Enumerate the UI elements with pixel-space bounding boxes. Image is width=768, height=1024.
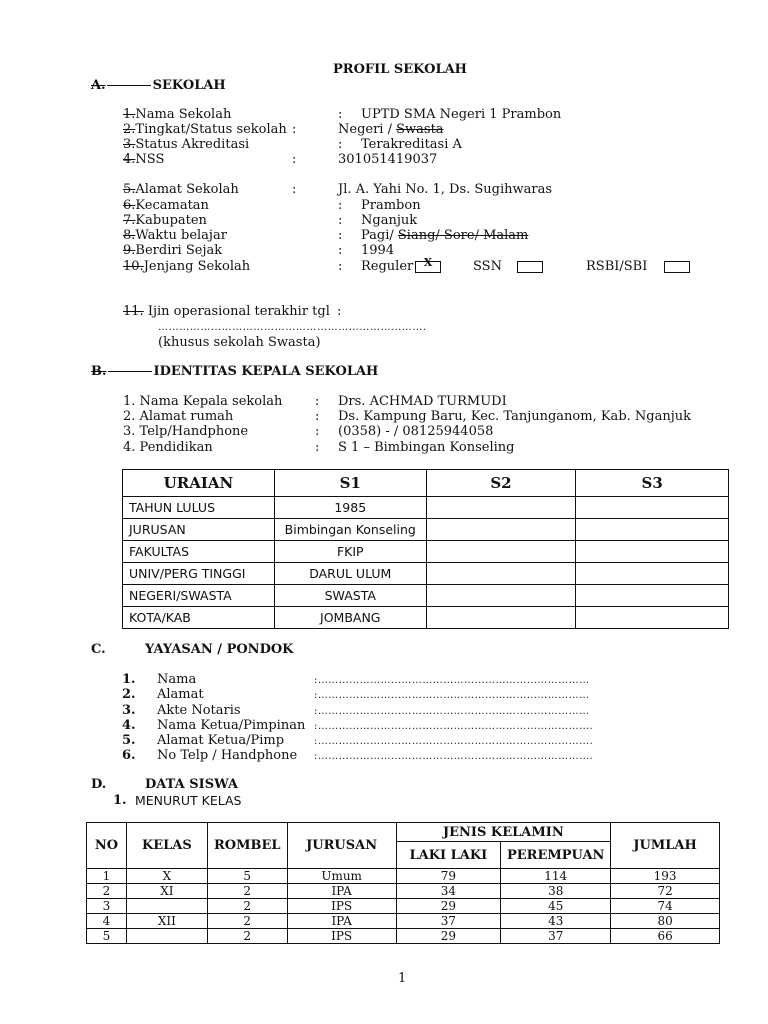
item-number: 8.	[123, 228, 136, 243]
colon: :	[338, 259, 343, 274]
table-row	[87, 884, 720, 899]
table-cell: FKIP	[274, 541, 426, 563]
table-cell: JOMBANG	[274, 607, 426, 629]
table-cell: 2	[207, 914, 287, 929]
colon: :	[292, 152, 297, 167]
table-cell: 72	[611, 884, 720, 899]
item-label: Alamat Ketua/Pimp	[157, 733, 285, 748]
table-cell: 4	[87, 914, 127, 929]
form-row-label: 2. Alamat rumah	[123, 409, 234, 424]
form-row-value	[361, 259, 413, 274]
form-row-value	[361, 213, 417, 228]
colon: :	[315, 440, 320, 455]
section-d-heading: DATA SISWA	[145, 777, 238, 792]
table-cell: 2	[207, 884, 287, 899]
col-jenis-kelamin: JENIS KELAMIN	[396, 823, 611, 842]
item-number: 2.	[122, 687, 136, 702]
form-row-label: 1. Nama Kepala sekolah	[123, 394, 283, 409]
table-cell: 38	[501, 884, 611, 899]
item-label: Kecamatan	[135, 198, 209, 213]
item-number: 1.	[122, 672, 136, 687]
value-text: UPTD SMA Negeri 1 Prambon	[361, 107, 562, 122]
section-letter: A.	[91, 78, 106, 93]
form-row-label	[123, 228, 227, 243]
colon: :	[292, 182, 297, 197]
col-perempuan: PEREMPUAN	[501, 842, 611, 869]
form-row-value	[361, 198, 421, 213]
colon: :	[338, 243, 343, 258]
form-row-label	[123, 107, 231, 122]
table-cell: 5	[87, 929, 127, 944]
table-cell	[426, 607, 576, 629]
item-number: 4.	[123, 152, 136, 167]
form-row-value: Drs. ACHMAD TURMUDI	[338, 394, 507, 409]
table-cell: 2	[207, 899, 287, 914]
table-cell	[426, 497, 576, 519]
table-cell: SWASTA	[274, 585, 426, 607]
value-text: Pagi/	[361, 228, 398, 243]
table-cell	[576, 563, 729, 585]
table-row	[87, 899, 720, 914]
sub-number: 1.	[113, 793, 127, 808]
colon: :	[337, 304, 342, 319]
item-label: Nama Ketua/Pimpinan	[157, 718, 306, 733]
table-cell: XII	[126, 914, 207, 929]
fill-dots: :……………………………………………………………………	[314, 675, 590, 686]
colon: :	[292, 122, 297, 137]
table-cell: 66	[611, 929, 720, 944]
colon: :	[338, 107, 343, 122]
form-row-value: S 1 – Bimbingan Konseling	[338, 440, 515, 455]
item-label: Status Akreditasi	[135, 137, 250, 152]
colon: :	[315, 409, 320, 424]
value-text: Prambon	[361, 198, 421, 213]
item-label: No Telp / Handphone	[157, 748, 298, 763]
colon: :	[338, 228, 343, 243]
table-cell	[426, 519, 576, 541]
edu-header: S3	[576, 470, 729, 497]
colon: :	[315, 424, 320, 439]
table-cell: Bimbingan Konseling	[274, 519, 426, 541]
table-row	[87, 869, 720, 884]
table-cell: 1	[87, 869, 127, 884]
ijin-label	[123, 304, 330, 319]
table-cell: 74	[611, 899, 720, 914]
form-row-label	[123, 213, 207, 228]
section-d-letter: D.	[91, 777, 107, 792]
table-cell: TAHUN LULUS	[123, 497, 275, 519]
col-jumlah: JUMLAH	[611, 823, 720, 869]
fill-dots: :…………………………………………………………………….	[314, 721, 594, 732]
value-text: Negeri /	[338, 122, 397, 137]
form-row-label: 3. Telp/Handphone	[123, 424, 249, 439]
table-cell: 3	[87, 899, 127, 914]
colon: :	[315, 394, 320, 409]
item-number: 10.	[123, 259, 144, 274]
section-title: IDENTITAS KEPALA SEKOLAH	[153, 364, 379, 379]
col-jurusan: JURUSAN	[287, 823, 396, 869]
table-cell: IPS	[287, 899, 396, 914]
table-cell	[426, 585, 576, 607]
item-number: 4.	[122, 718, 136, 733]
item-number: 5.	[123, 182, 136, 197]
table-cell: 114	[501, 869, 611, 884]
table-cell	[576, 585, 729, 607]
table-cell	[576, 497, 729, 519]
table-cell	[426, 563, 576, 585]
reguler-checkbox[interactable]	[415, 255, 441, 274]
value-struck: Siang/ Sore/ Malam	[397, 228, 529, 243]
form-row-label	[123, 259, 250, 274]
student-table	[86, 822, 720, 944]
table-cell: FAKULTAS	[123, 541, 275, 563]
section-c-heading: YAYASAN / PONDOK	[145, 642, 294, 657]
col-laki: LAKI LAKI	[396, 842, 501, 869]
section-b-heading	[91, 364, 378, 379]
table-cell: IPA	[287, 884, 396, 899]
item-number: 7.	[123, 213, 136, 228]
form-row-label	[123, 243, 222, 258]
table-cell	[126, 929, 207, 944]
rsbi-label: RSBI/SBI	[586, 259, 648, 274]
colon: :	[338, 198, 343, 213]
item-label: Alamat	[157, 687, 204, 702]
section-title: SEKOLAH	[152, 78, 226, 93]
item-label: Alamat Sekolah	[135, 182, 239, 197]
table-cell: JURUSAN	[123, 519, 275, 541]
item-number: 1.	[123, 107, 136, 122]
form-row-label	[123, 152, 164, 167]
form-row-value	[338, 152, 437, 167]
page-number: 1	[398, 971, 407, 986]
table-cell: 5	[207, 869, 287, 884]
form-row-label	[123, 182, 239, 197]
item-label: Kabupaten	[135, 213, 207, 228]
edu-header: URAIAN	[123, 470, 275, 497]
table-row	[123, 541, 729, 563]
colon: :	[338, 213, 343, 228]
table-cell: 1985	[274, 497, 426, 519]
table-cell: 2	[207, 929, 287, 944]
item-number: 6.	[123, 198, 136, 213]
value-text: Jl. A. Yahi No. 1, Ds. Sugihwaras	[338, 182, 553, 197]
table-cell: UNIV/PERG TINGGI	[123, 563, 275, 585]
value-text: Terakreditasi A	[361, 137, 462, 152]
form-row-value	[361, 228, 528, 243]
table-cell: NEGERI/SWASTA	[123, 585, 275, 607]
form-row-label: 4. Pendidikan	[123, 440, 213, 455]
table-cell: IPA	[287, 914, 396, 929]
edu-header: S1	[274, 470, 426, 497]
item-number: 2.	[123, 122, 136, 137]
table-cell: IPS	[287, 929, 396, 944]
table-row	[123, 585, 729, 607]
fill-dots: :……………………………………………………………………	[314, 706, 590, 717]
col-no: NO	[87, 823, 127, 869]
table-cell	[426, 541, 576, 563]
table-cell: 80	[611, 914, 720, 929]
table-cell: 193	[611, 869, 720, 884]
item-label: Nama	[157, 672, 197, 687]
item-number: 11.	[123, 304, 144, 319]
col-rombel: ROMBEL	[207, 823, 287, 869]
section-a-heading	[91, 78, 226, 93]
form-row-value: Ds. Kampung Baru, Kec. Tanjunganom, Kab. Nganjuk	[338, 409, 691, 424]
education-table	[122, 469, 729, 629]
form-row-value	[361, 243, 394, 258]
ijin-dots: ………………………………………………………………….	[158, 322, 427, 333]
fill-dots: :…………………………………………………………………….	[314, 751, 594, 762]
table-cell: DARUL ULUM	[274, 563, 426, 585]
form-row-value: (0358) - / 08125944058	[338, 424, 494, 439]
item-label: Akte Notaris	[157, 703, 241, 718]
table-cell: 37	[501, 929, 611, 944]
item-label: Jenjang Sekolah	[143, 259, 251, 274]
item-label: Berdiri Sejak	[135, 243, 223, 258]
table-row	[123, 563, 729, 585]
checkbox-mark: X	[423, 255, 433, 269]
value-struck: Swasta	[396, 122, 444, 137]
table-row	[123, 519, 729, 541]
table-cell: 43	[501, 914, 611, 929]
divider	[107, 85, 151, 86]
colon: :	[338, 137, 343, 152]
value-text: Reguler	[361, 259, 414, 274]
ssn-checkbox[interactable]	[517, 259, 543, 274]
table-cell: XI	[126, 884, 207, 899]
item-label: NSS	[135, 152, 165, 167]
form-row-label	[123, 198, 209, 213]
table-cell	[576, 541, 729, 563]
table-cell: KOTA/KAB	[123, 607, 275, 629]
ssn-label: SSN	[473, 259, 502, 274]
table-cell	[576, 519, 729, 541]
table-row	[87, 929, 720, 944]
table-cell: 45	[501, 899, 611, 914]
value-text: 1994	[361, 243, 395, 258]
form-row-value	[338, 182, 552, 197]
ijin-note: (khusus sekolah Swasta)	[158, 335, 321, 350]
table-row	[123, 497, 729, 519]
table-cell: 29	[396, 929, 501, 944]
table-cell: X	[126, 869, 207, 884]
table-cell	[126, 899, 207, 914]
table-cell: Umum	[287, 869, 396, 884]
form-row-value	[361, 107, 561, 122]
item-number: 9.	[123, 243, 136, 258]
sub-label: MENURUT KELAS	[135, 793, 242, 808]
table-cell: 29	[396, 899, 501, 914]
table-cell	[576, 607, 729, 629]
item-label: Waktu belajar	[135, 228, 227, 243]
form-row-value	[361, 137, 462, 152]
form-row-label	[123, 137, 249, 152]
item-label: Nama Sekolah	[135, 107, 232, 122]
edu-header: S2	[426, 470, 576, 497]
value-text: 301051419037	[338, 152, 438, 167]
table-cell: 37	[396, 914, 501, 929]
item-number: 6.	[122, 748, 136, 763]
table-cell: 2	[87, 884, 127, 899]
page-title: PROFIL SEKOLAH	[333, 62, 467, 77]
item-label: Tingkat/Status sekolah	[135, 122, 287, 137]
value-text: Nganjuk	[361, 213, 418, 228]
form-row-label	[123, 122, 287, 137]
table-row	[123, 607, 729, 629]
table-row	[87, 914, 720, 929]
section-c-letter: C.	[91, 642, 106, 657]
table-cell: 34	[396, 884, 501, 899]
table-cell: 79	[396, 869, 501, 884]
fill-dots: :…………………………………………………………………….	[314, 736, 594, 747]
form-row-value	[338, 122, 444, 137]
col-kelas: KELAS	[126, 823, 207, 869]
item-number: 5.	[122, 733, 136, 748]
item-number: 3.	[122, 703, 136, 718]
section-letter: B.	[91, 364, 107, 379]
item-label: Ijin operasional terakhir tgl	[147, 304, 330, 319]
fill-dots: :……………………………………………………………………	[314, 690, 590, 701]
rsbi-checkbox[interactable]	[664, 259, 690, 274]
item-number: 3.	[123, 137, 136, 152]
divider	[108, 371, 152, 372]
